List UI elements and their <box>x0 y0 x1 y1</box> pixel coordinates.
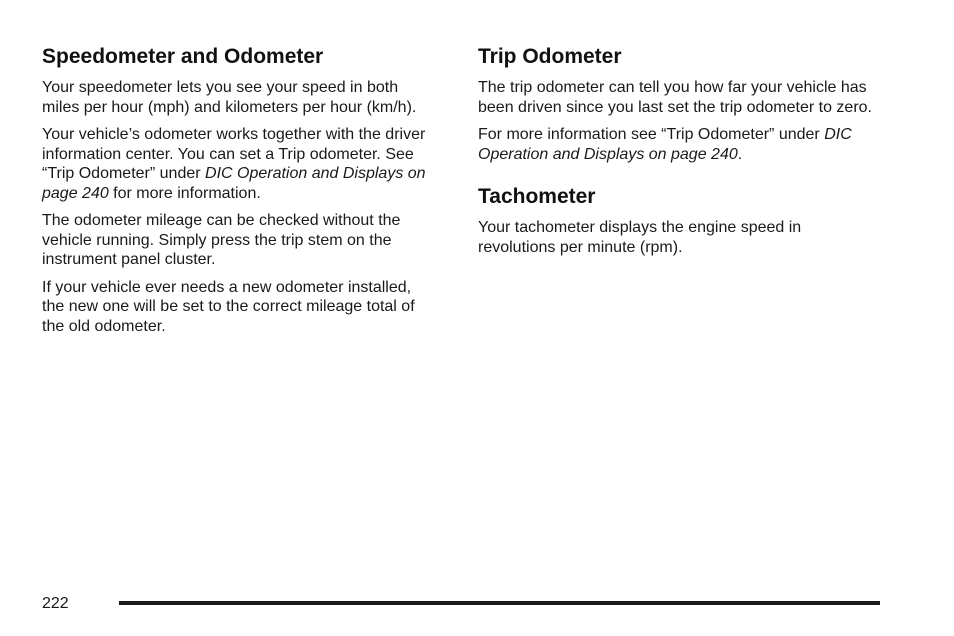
speedometer-paragraph: Your speedometer lets you see your speed in both miles per hour (mph) and kilometers per hour (km/h). <box>42 79 417 116</box>
tachometer-heading: Tachometer <box>478 185 596 208</box>
page-footer <box>42 594 880 614</box>
trip-info-paragraph <box>478 125 878 164</box>
trip-odometer-heading: Trip Odometer <box>478 45 622 68</box>
odometer-paragraph-text: Your vehicle’s odometer works together with the driver information center. You can set a Trip odometer. See “Trip Odometer” under <box>42 126 426 182</box>
trip-info-text: For more information see “Trip Odometer” under <box>478 126 825 143</box>
footer-rule <box>119 601 880 605</box>
trip-odometer-paragraph: The trip odometer can tell you how far your vehicle has been driven since you last set the trip odometer to zero. <box>478 79 872 116</box>
dic-reference-link: DIC Operation and Displays on page 240 <box>42 165 426 202</box>
odometer-mileage-paragraph: The odometer mileage can be checked without the vehicle running. Simply press the trip stem on the instrument panel cluster. <box>42 212 401 268</box>
speedometer-odometer-heading: Speedometer and Odometer <box>42 45 324 68</box>
dic-reference-link: DIC Operation and Displays on page 240 <box>478 126 852 163</box>
left-column <box>42 44 434 344</box>
right-column <box>478 44 878 265</box>
new-odometer-paragraph: If your vehicle ever needs a new odometer installed, the new one will be set to the correct mileage total of the old odometer. <box>42 278 415 335</box>
tachometer-paragraph: Your tachometer displays the engine speed in revolutions per minute (rpm). <box>478 219 802 256</box>
page-number: 222 <box>42 595 69 612</box>
odometer-paragraph <box>42 125 434 203</box>
odometer-paragraph-tail: for more information. <box>108 184 261 202</box>
trip-info-tail: . <box>737 145 743 163</box>
